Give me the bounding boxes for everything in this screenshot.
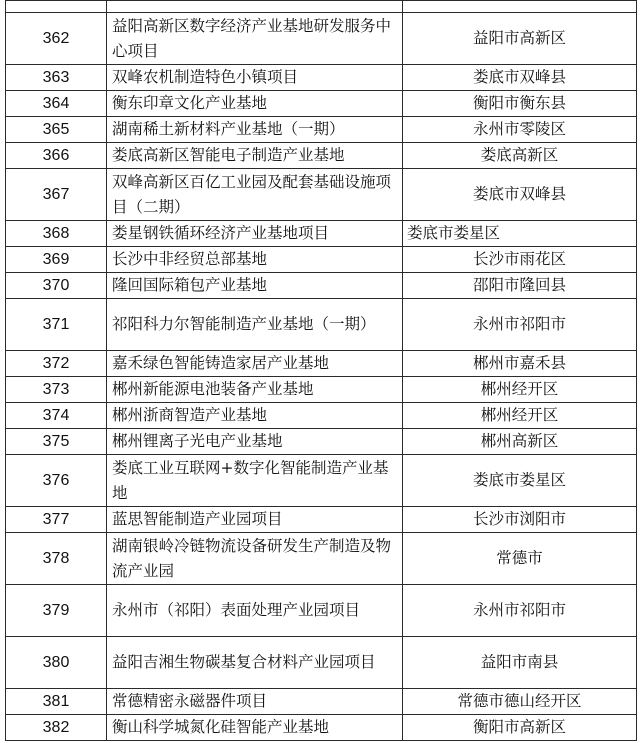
table-row [6, 143, 637, 169]
project-location: 永州市零陵区 [403, 117, 637, 143]
project-name: 郴州浙商智造产业基地 [107, 403, 403, 429]
table-row [6, 117, 637, 143]
table-row [6, 299, 637, 351]
table-row [6, 169, 637, 221]
table-row [6, 91, 637, 117]
table-row [6, 533, 637, 585]
project-name: 娄底工业互联网+数字化智能制造产业基地 [107, 455, 403, 507]
project-name: 双峰农机制造特色小镇项目 [107, 65, 403, 91]
row-number: 377 [6, 507, 107, 533]
project-name: 湖南稀土新材料产业基地（一期） [107, 117, 403, 143]
row-number: 380 [6, 637, 107, 689]
row-number: 367 [6, 169, 107, 221]
table-row [6, 585, 637, 637]
project-name: 蓝思智能制造产业园项目 [107, 507, 403, 533]
row-number: 364 [6, 91, 107, 117]
cell-empty [403, 1, 637, 13]
project-name: 郴州锂离子光电产业基地 [107, 429, 403, 455]
table-row [6, 403, 637, 429]
project-name: 嘉禾绿色智能铸造家居产业基地 [107, 351, 403, 377]
row-number: 381 [6, 689, 107, 715]
table-row [6, 429, 637, 455]
project-name: 隆回国际箱包产业基地 [107, 273, 403, 299]
project-location: 娄底高新区 [403, 143, 637, 169]
row-number: 362 [6, 13, 107, 65]
project-name: 常德精密永磁器件项目 [107, 689, 403, 715]
row-number: 382 [6, 715, 107, 741]
cell-empty [6, 1, 107, 13]
project-name: 祁阳科力尔智能制造产业基地（一期） [107, 299, 403, 351]
table-row [6, 247, 637, 273]
row-number: 374 [6, 403, 107, 429]
project-name: 娄底高新区智能电子制造产业基地 [107, 143, 403, 169]
project-name: 郴州新能源电池装备产业基地 [107, 377, 403, 403]
project-location: 长沙市雨花区 [403, 247, 637, 273]
project-location: 郴州市嘉禾县 [403, 351, 637, 377]
row-number: 375 [6, 429, 107, 455]
row-number: 363 [6, 65, 107, 91]
project-location: 郴州高新区 [403, 429, 637, 455]
project-location: 永州市祁阳市 [403, 585, 637, 637]
table-row [6, 715, 637, 741]
row-number: 372 [6, 351, 107, 377]
row-number: 379 [6, 585, 107, 637]
project-name: 娄星钢铁循环经济产业基地项目 [107, 221, 403, 247]
project-location: 邵阳市隆回县 [403, 273, 637, 299]
project-location: 常德市德山经开区 [403, 689, 637, 715]
row-number: 378 [6, 533, 107, 585]
project-location: 益阳市高新区 [403, 13, 637, 65]
table-row [6, 689, 637, 715]
project-name: 衡东印章文化产业基地 [107, 91, 403, 117]
project-name: 双峰高新区百亿工业园及配套基础设施项目（二期） [107, 169, 403, 221]
project-location: 娄底市娄星区 [403, 455, 637, 507]
project-name: 益阳吉湘生物碳基复合材料产业园项目 [107, 637, 403, 689]
project-location: 益阳市南县 [403, 637, 637, 689]
project-table [5, 0, 637, 741]
table-row [6, 377, 637, 403]
project-location: 娄底市双峰县 [403, 169, 637, 221]
row-number: 366 [6, 143, 107, 169]
row-number: 376 [6, 455, 107, 507]
project-name: 湖南银岭冷链物流设备研发生产制造及物流产业园 [107, 533, 403, 585]
table-row [6, 273, 637, 299]
project-location: 娄底市娄星区 [403, 221, 637, 247]
cell-empty [107, 1, 403, 13]
project-location: 衡阳市衡东县 [403, 91, 637, 117]
table-row [6, 455, 637, 507]
row-number: 370 [6, 273, 107, 299]
project-name: 长沙中非经贸总部基地 [107, 247, 403, 273]
project-location: 郴州经开区 [403, 377, 637, 403]
table-row [6, 637, 637, 689]
project-location: 郴州经开区 [403, 403, 637, 429]
row-number: 373 [6, 377, 107, 403]
project-name: 衡山科学城氮化硅智能产业基地 [107, 715, 403, 741]
row-number: 369 [6, 247, 107, 273]
project-location: 永州市祁阳市 [403, 299, 637, 351]
table-row [6, 351, 637, 377]
project-name: 益阳高新区数字经济产业基地研发服务中心项目 [107, 13, 403, 65]
row-number: 371 [6, 299, 107, 351]
project-name: 永州市（祁阳）表面处理产业园项目 [107, 585, 403, 637]
project-location: 长沙市浏阳市 [403, 507, 637, 533]
project-location: 衡阳市高新区 [403, 715, 637, 741]
table-row [6, 65, 637, 91]
row-number: 365 [6, 117, 107, 143]
project-location: 常德市 [403, 533, 637, 585]
project-location: 娄底市双峰县 [403, 65, 637, 91]
table-row [6, 507, 637, 533]
table-row-clipped [6, 1, 637, 13]
table-row [6, 13, 637, 65]
table-row [6, 221, 637, 247]
row-number: 368 [6, 221, 107, 247]
